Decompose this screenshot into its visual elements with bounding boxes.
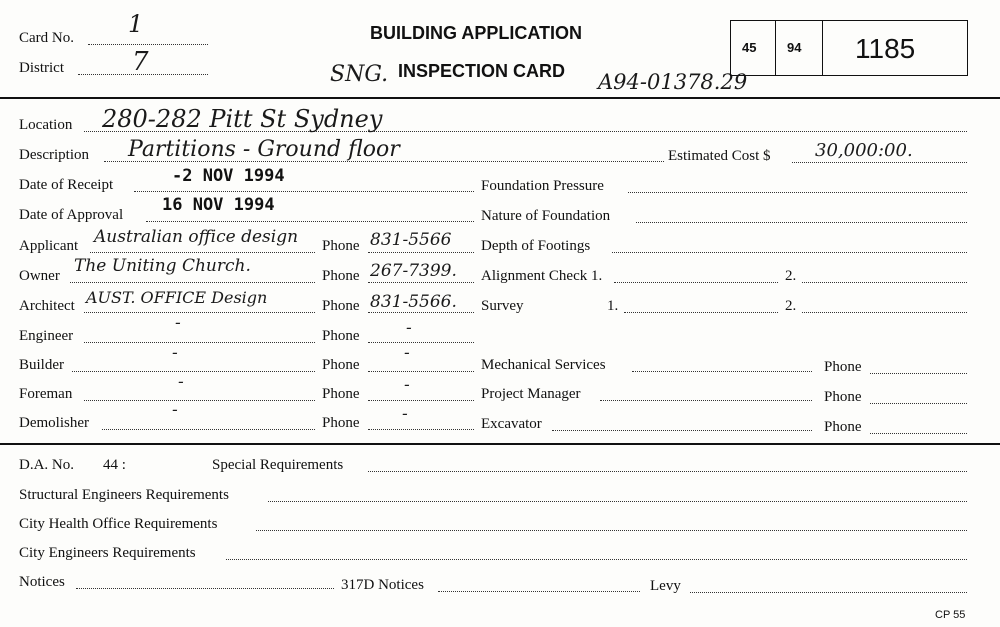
project-manager-phone-label: Phone xyxy=(824,389,862,405)
alignment-check-line-2 xyxy=(802,282,967,283)
structural-engineers-line xyxy=(268,501,967,502)
levy-label: Levy xyxy=(650,578,681,594)
estimated-cost-label: Estimated Cost $ xyxy=(668,148,771,164)
demolisher-dash: - xyxy=(172,400,178,420)
middle-divider xyxy=(0,443,1000,445)
engineer-dash: - xyxy=(175,313,181,333)
foreman-label: Foreman xyxy=(19,386,73,402)
city-health-line xyxy=(256,530,967,531)
applicant-value: Australian office design xyxy=(94,227,299,247)
depth-of-footings-line xyxy=(612,252,967,253)
foreman-phone-label: Phone xyxy=(322,386,360,402)
description-label: Description xyxy=(19,147,89,163)
owner-value: The Uniting Church. xyxy=(74,256,251,276)
engineer-label: Engineer xyxy=(19,328,74,344)
sng-mark: SNG. xyxy=(330,62,389,87)
description-value: Partitions - Ground floor xyxy=(128,137,400,162)
demolisher-phone-dash: - xyxy=(402,404,408,424)
builder-phone-label: Phone xyxy=(322,357,360,373)
architect-phone-label: Phone xyxy=(322,298,360,314)
district-value: 7 xyxy=(132,47,149,77)
owner-phone-label: Phone xyxy=(322,268,360,284)
builder-phone-line xyxy=(368,371,474,372)
nature-of-foundation-line xyxy=(636,222,967,223)
da-no-value: 44 : xyxy=(103,457,126,473)
demolisher-label: Demolisher xyxy=(19,415,89,431)
survey-num2: 2. xyxy=(785,298,797,314)
box-code-b: 94 xyxy=(787,40,802,55)
alignment-check-num2: 2. xyxy=(785,268,797,284)
card-title-line2: INSPECTION CARD xyxy=(398,61,566,81)
estimated-cost-value: 30,000:00. xyxy=(815,140,913,161)
engineer-phone-label: Phone xyxy=(322,328,360,344)
engineer-line xyxy=(84,342,315,343)
mechanical-phone-label: Phone xyxy=(824,359,862,375)
applicant-phone-line xyxy=(368,252,474,253)
owner-phone-line xyxy=(368,282,474,283)
notices-317d-label: 317D Notices xyxy=(341,577,424,593)
notices-label: Notices xyxy=(19,574,65,590)
architect-value: AUST. OFFICE Design xyxy=(86,288,268,307)
date-of-approval-line xyxy=(146,221,474,222)
box-divider-2 xyxy=(822,21,823,75)
box-code-a: 45 xyxy=(742,40,757,55)
box-card-number: 1185 xyxy=(855,33,916,64)
foundation-pressure-line xyxy=(628,192,967,193)
location-value: 280-282 Pitt St Sydney xyxy=(102,105,383,133)
survey-line-1 xyxy=(624,312,778,313)
city-engineers-line xyxy=(226,559,967,560)
engineer-phone-dash: - xyxy=(406,318,412,338)
owner-phone-value: 267-7399. xyxy=(370,261,457,281)
survey-line-2 xyxy=(802,312,967,313)
card-no-line xyxy=(88,44,208,45)
architect-phone-value: 831-5566. xyxy=(370,292,457,312)
demolisher-phone-label: Phone xyxy=(322,415,360,431)
foreman-phone-line xyxy=(368,400,474,401)
project-manager-phone-line xyxy=(870,403,967,404)
notices-317d-line xyxy=(438,591,640,592)
architect-label: Architect xyxy=(19,298,75,314)
foreman-dash: - xyxy=(178,372,184,392)
special-requirements-label: Special Requirements xyxy=(212,457,344,473)
date-of-approval-stamp: 16 NOV 1994 xyxy=(162,195,275,215)
card-title-line1: BUILDING APPLICATION xyxy=(370,23,582,43)
owner-label: Owner xyxy=(19,268,60,284)
special-requirements-line xyxy=(368,471,967,472)
mechanical-services-line xyxy=(632,371,812,372)
depth-of-footings-label: Depth of Footings xyxy=(481,238,591,254)
owner-line xyxy=(70,282,315,283)
foreman-line xyxy=(84,400,315,401)
excavator-line xyxy=(552,430,812,431)
city-engineers-label: City Engineers Requirements xyxy=(19,545,196,561)
mechanical-services-label: Mechanical Services xyxy=(481,357,606,373)
demolisher-line xyxy=(102,429,315,430)
card-no-value: 1 xyxy=(128,10,144,38)
form-code: CP 55 xyxy=(935,609,966,621)
applicant-label: Applicant xyxy=(19,238,79,254)
district-label: District xyxy=(19,60,64,76)
excavator-phone-line xyxy=(870,433,967,434)
city-health-label: City Health Office Requirements xyxy=(19,516,218,532)
estimated-cost-line xyxy=(792,162,967,163)
alignment-check-line-1 xyxy=(614,282,778,283)
project-manager-label: Project Manager xyxy=(481,386,581,402)
card-number-box xyxy=(730,20,968,76)
project-manager-line xyxy=(600,400,812,401)
box-divider-1 xyxy=(775,21,776,75)
date-of-receipt-stamp: -2 NOV 1994 xyxy=(172,166,285,186)
survey-num1: 1. xyxy=(607,298,619,314)
alignment-check-label: Alignment Check 1. xyxy=(481,268,603,284)
applicant-line xyxy=(90,252,315,253)
survey-label: Survey xyxy=(481,298,524,314)
notices-line xyxy=(76,588,334,589)
builder-line xyxy=(72,371,315,372)
builder-dash: - xyxy=(172,343,178,363)
excavator-label: Excavator xyxy=(481,416,542,432)
architect-line xyxy=(84,312,315,313)
builder-label: Builder xyxy=(19,357,64,373)
reference-number: A94-01378.29 xyxy=(598,70,748,94)
structural-engineers-label: Structural Engineers Requirements xyxy=(19,487,229,503)
builder-phone-dash: - xyxy=(404,343,410,363)
date-of-approval-label: Date of Approval xyxy=(19,207,124,223)
da-no-label: D.A. No. xyxy=(19,457,74,473)
engineer-phone-line xyxy=(368,342,474,343)
location-label: Location xyxy=(19,117,73,133)
foreman-phone-dash: - xyxy=(404,375,410,395)
levy-line xyxy=(690,592,967,593)
applicant-phone-label: Phone xyxy=(322,238,360,254)
architect-phone-line xyxy=(368,312,474,313)
applicant-phone-value: 831-5566 xyxy=(370,230,452,250)
demolisher-phone-line xyxy=(368,429,474,430)
nature-of-foundation-label: Nature of Foundation xyxy=(481,208,611,224)
mechanical-phone-line xyxy=(870,373,967,374)
date-of-receipt-label: Date of Receipt xyxy=(19,177,114,193)
date-of-receipt-line xyxy=(134,191,474,192)
foundation-pressure-label: Foundation Pressure xyxy=(481,178,604,194)
card-no-label: Card No. xyxy=(19,30,74,46)
header-divider xyxy=(0,97,1000,99)
excavator-phone-label: Phone xyxy=(824,419,862,435)
